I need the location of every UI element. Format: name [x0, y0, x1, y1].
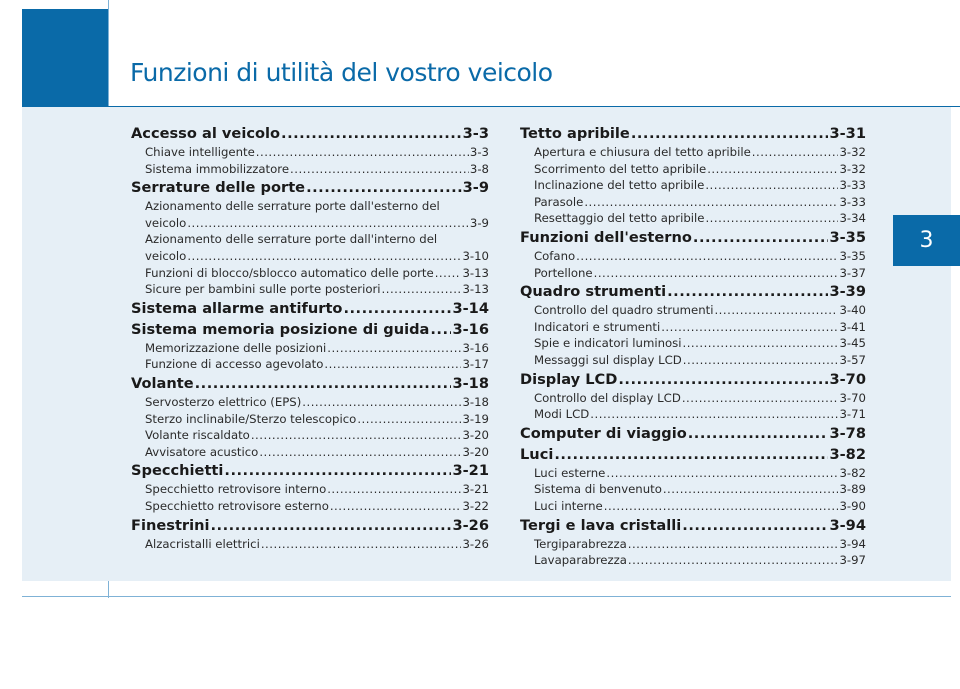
toc-page-number: 3-82 [839, 465, 866, 480]
toc-page-number: 3-45 [839, 336, 866, 351]
toc-leader-dots [683, 352, 839, 369]
toc-entry-wrapped: Azionamento delle serrature porte dall'esterno del [145, 199, 440, 214]
toc-section[interactable] [131, 123, 489, 144]
toc-page-number: 3-18 [462, 394, 489, 409]
toc-entry-title: Tergiparabrezza [534, 536, 627, 551]
toc-page-number: 3-26 [452, 516, 489, 534]
toc-entry-title: Sterzo inclinabile/Sterzo telescopico [145, 411, 357, 426]
toc-leader-dots [752, 144, 839, 161]
toc-section[interactable] [520, 227, 866, 248]
toc-leader-dots [661, 319, 838, 336]
toc-entry-title: Sicure per bambini sulle porte posteriori [145, 282, 381, 297]
toc-page-number: 3-35 [839, 248, 866, 263]
toc-page-number: 3-8 [469, 161, 489, 176]
toc-page-number: 3-89 [839, 482, 866, 497]
toc-page-number: 3-13 [462, 282, 489, 297]
toc-page-number: 3-41 [839, 319, 866, 334]
toc-entry[interactable] [520, 248, 866, 265]
toc-entry[interactable] [131, 340, 489, 357]
toc-leader-dots [343, 298, 451, 319]
toc-entry-title: Portellone [534, 265, 593, 280]
toc-page-number: 3-82 [829, 445, 866, 463]
toc-entry-title: Cofano [534, 248, 576, 263]
toc-entry[interactable] [520, 536, 866, 553]
toc-entry-title: Spie e indicatori luminosi [534, 336, 682, 351]
toc-leader-dots [187, 215, 469, 232]
toc-section[interactable] [131, 373, 489, 394]
toc-leader-dots [224, 460, 451, 481]
toc-page-number: 3-70 [839, 390, 866, 405]
toc-entry-title: Controllo del quadro strumenti [534, 303, 714, 318]
toc-page-number: 3-21 [462, 482, 489, 497]
toc-page-number: 3-14 [452, 299, 489, 317]
toc-entry-title: Luci esterne [534, 465, 606, 480]
toc-leader-dots [330, 498, 462, 515]
toc-entry[interactable] [520, 498, 866, 515]
toc-page-number: 3-34 [839, 211, 866, 226]
toc-entry[interactable] [131, 215, 489, 232]
toc-leader-dots [211, 515, 452, 536]
toc-leader-dots [327, 340, 461, 357]
toc-entry-title: Accesso al veicolo [131, 125, 281, 142]
toc-entry[interactable] [131, 536, 489, 553]
toc-page-number: 3-70 [829, 370, 866, 388]
toc-page-number: 3-13 [462, 265, 489, 280]
toc-leader-dots [663, 481, 839, 498]
toc-column-left [131, 123, 489, 552]
toc-leader-dots [195, 373, 452, 394]
toc-leader-dots [306, 177, 462, 198]
toc-page-number: 3-3 [469, 145, 489, 159]
toc-leader-dots [382, 281, 462, 298]
toc-page-number: 3-3 [462, 125, 489, 142]
toc-page-number: 3-21 [452, 462, 489, 480]
toc-entry[interactable] [131, 427, 489, 444]
toc-section[interactable] [520, 369, 866, 390]
toc-page-number: 3-32 [839, 161, 866, 176]
toc-entry[interactable] [131, 498, 489, 515]
toc-entry[interactable] [520, 265, 866, 282]
toc-entry-title: Tergi e lava cristalli [520, 516, 682, 534]
toc-entry-title: Scorrimento del tetto apribile [534, 161, 707, 176]
toc-entry-title: Servosterzo elettrico (EPS) [145, 394, 302, 409]
toc-entry[interactable] [131, 281, 489, 298]
toc-leader-dots [604, 498, 839, 515]
toc-page-number: 3-71 [839, 407, 866, 422]
toc-entry[interactable] [520, 465, 866, 482]
toc-page-number: 3-9 [469, 215, 489, 230]
toc-entry-wrapped: Azionamento delle serrature porte dall'interno del [145, 232, 438, 247]
toc-section[interactable] [131, 298, 489, 319]
toc-leader-dots [606, 465, 838, 482]
toc-page-number: 3-22 [462, 498, 489, 513]
toc-entry-title: Luci interne [534, 498, 603, 513]
toc-column-right [520, 123, 866, 569]
toc-page-number: 3-16 [452, 320, 489, 338]
toc-page-number: 3-19 [462, 411, 489, 426]
toc-page-number: 3-37 [839, 265, 866, 280]
toc-leader-dots [576, 248, 838, 265]
chapter-number: 3 [919, 228, 934, 253]
toc-entry[interactable] [520, 319, 866, 336]
toc-leader-dots [584, 194, 838, 211]
toc-entry-title: Finestrini [131, 516, 210, 534]
toc-leader-dots [435, 265, 462, 282]
toc-leader-dots [682, 390, 839, 407]
toc-page-number: 3-39 [829, 283, 866, 301]
toc-entry[interactable] [520, 335, 866, 352]
toc-leader-dots [281, 123, 462, 144]
toc-leader-dots [667, 281, 828, 302]
toc-entry-title: Avvisatore acustico [145, 444, 259, 459]
toc-leader-dots [290, 161, 469, 178]
toc-entry[interactable] [520, 210, 866, 227]
toc-entry-title: Sistema memoria posizione di guida [131, 320, 430, 338]
toc-entry-title: Chiave intelligente [145, 145, 255, 159]
toc-entry-title: Volante riscaldato [145, 428, 250, 443]
toc-entry-title: Computer di viaggio [520, 424, 687, 442]
toc-entry-title: Alzacristalli elettrici [145, 536, 260, 551]
toc-leader-dots [707, 161, 838, 178]
toc-leader-dots [261, 536, 462, 553]
toc-leader-dots [302, 394, 461, 411]
toc-entry-title: Specchietto retrovisore esterno [145, 498, 329, 513]
toc-leader-dots [618, 369, 828, 390]
toc-page-number: 3-31 [829, 125, 866, 142]
toc-page-number: 3-35 [829, 228, 866, 246]
toc-section[interactable] [520, 281, 866, 302]
toc-entry-title: Inclinazione del tetto apribile [534, 178, 705, 193]
toc-leader-dots [682, 515, 828, 536]
toc-entry-title: Volante [131, 374, 194, 392]
toc-entry-title: Sistema immobilizzatore [145, 161, 290, 176]
toc-entry[interactable] [131, 444, 489, 461]
toc-entry-title: Resettaggio del tetto apribile [534, 211, 705, 226]
toc-page-number: 3-17 [462, 357, 489, 372]
toc-leader-dots [594, 265, 839, 282]
toc-entry-title: Apertura e chiusura del tetto apribile [534, 145, 751, 159]
toc-page-number: 3-9 [462, 179, 489, 197]
toc-leader-dots [187, 248, 461, 265]
toc-section[interactable] [520, 123, 866, 144]
toc-entry[interactable] [131, 481, 489, 498]
toc-entry[interactable] [131, 161, 489, 178]
toc-entry-title: Serrature delle porte [131, 179, 306, 197]
toc-page-number: 3-32 [839, 145, 866, 159]
toc-page-number: 3-16 [462, 340, 489, 355]
toc-leader-dots [327, 481, 461, 498]
toc-entry[interactable] [520, 177, 866, 194]
toc-page-number: 3-94 [829, 516, 866, 534]
toc-leader-dots [357, 411, 461, 428]
bottom-rule [22, 596, 951, 597]
toc-entry-title: Modi LCD [534, 407, 590, 422]
toc-page-number: 3-94 [839, 536, 866, 551]
toc-leader-dots [683, 335, 839, 352]
toc-page-number: 3-20 [462, 428, 489, 443]
toc-entry[interactable] [520, 481, 866, 498]
toc-entry[interactable] [520, 302, 866, 319]
toc-entry-title: Specchietto retrovisore interno [145, 482, 327, 497]
toc-page-number: 3-33 [839, 194, 866, 209]
toc-entry-title: Indicatori e strumenti [534, 319, 661, 334]
toc-entry-title: Messaggi sul display LCD [534, 352, 682, 367]
toc-entry[interactable] [520, 352, 866, 369]
toc-entry[interactable] [520, 390, 866, 407]
toc-leader-dots [590, 406, 838, 423]
toc-entry-title: Sistema allarme antifurto [131, 299, 343, 317]
toc-page-number: 3-33 [839, 178, 866, 193]
toc-entry[interactable] [520, 144, 866, 161]
toc-section[interactable] [131, 319, 489, 340]
chapter-tab[interactable] [893, 215, 960, 266]
header-color-block [22, 9, 109, 107]
toc-section[interactable] [131, 515, 489, 536]
toc-entry[interactable] [520, 406, 866, 423]
toc-leader-dots [259, 444, 461, 461]
toc-leader-dots [631, 123, 829, 144]
toc-leader-dots [324, 356, 461, 373]
toc-page-number: 3-10 [462, 248, 489, 263]
toc-entry-title: Memorizzazione delle posizioni [145, 340, 327, 355]
toc-page-number: 3-90 [839, 498, 866, 513]
toc-entry-title: Funzione di accesso agevolato [145, 357, 324, 372]
toc-page-number: 3-40 [839, 303, 866, 318]
toc-entry-title: Display LCD [520, 370, 618, 388]
toc-entry-title: Controllo del display LCD [534, 390, 681, 405]
toc-entry-title: Funzioni di blocco/sblocco automatico delle porte [145, 265, 434, 280]
toc-entry[interactable] [131, 394, 489, 411]
toc-page-number: 3-78 [829, 424, 866, 442]
toc-section[interactable] [131, 177, 489, 198]
toc-entry-title: Parasole [534, 194, 584, 209]
toc-entry[interactable] [520, 161, 866, 178]
toc-leader-dots [256, 144, 469, 161]
toc-page-number: 3-57 [839, 352, 866, 367]
toc-entry-title: Lavaparabrezza [534, 553, 627, 568]
toc-section[interactable] [520, 423, 866, 444]
toc-entry-title: veicolo [145, 248, 187, 263]
toc-leader-dots [628, 536, 839, 553]
toc-page-number: 3-97 [839, 553, 866, 568]
toc-entry[interactable] [131, 356, 489, 373]
toc-entry[interactable] [131, 411, 489, 428]
toc-section[interactable] [131, 460, 489, 481]
toc-leader-dots [430, 319, 451, 340]
toc-entry[interactable] [520, 194, 866, 211]
toc-entry-title: Specchietti [131, 462, 224, 480]
toc-leader-dots [688, 423, 829, 444]
toc-leader-dots [628, 552, 839, 569]
toc-entry[interactable] [131, 144, 489, 161]
toc-entry-title: Quadro strumenti [520, 283, 667, 301]
toc-section[interactable] [520, 444, 866, 465]
page-title: Funzioni di utilità del vostro veicolo [130, 58, 553, 87]
toc-leader-dots [705, 210, 838, 227]
toc-entry[interactable] [520, 552, 866, 569]
toc-leader-dots [693, 227, 829, 248]
toc-leader-dots [705, 177, 838, 194]
toc-entry-title: veicolo [145, 215, 187, 230]
toc-entry[interactable] [131, 248, 489, 265]
toc-page-number: 3-20 [462, 444, 489, 459]
toc-entry[interactable] [131, 265, 489, 282]
toc-leader-dots [714, 302, 838, 319]
toc-leader-dots [251, 427, 462, 444]
toc-entry-title: Sistema di benvenuto [534, 482, 662, 497]
toc-entry-title: Funzioni dell'esterno [520, 228, 692, 246]
toc-section[interactable] [520, 515, 866, 536]
toc-page-number: 3-26 [462, 536, 489, 551]
toc-leader-dots [554, 444, 828, 465]
toc-entry-title: Luci [520, 445, 554, 463]
toc-page-number: 3-18 [452, 374, 489, 392]
toc-entry-title: Tetto apribile [520, 125, 630, 142]
